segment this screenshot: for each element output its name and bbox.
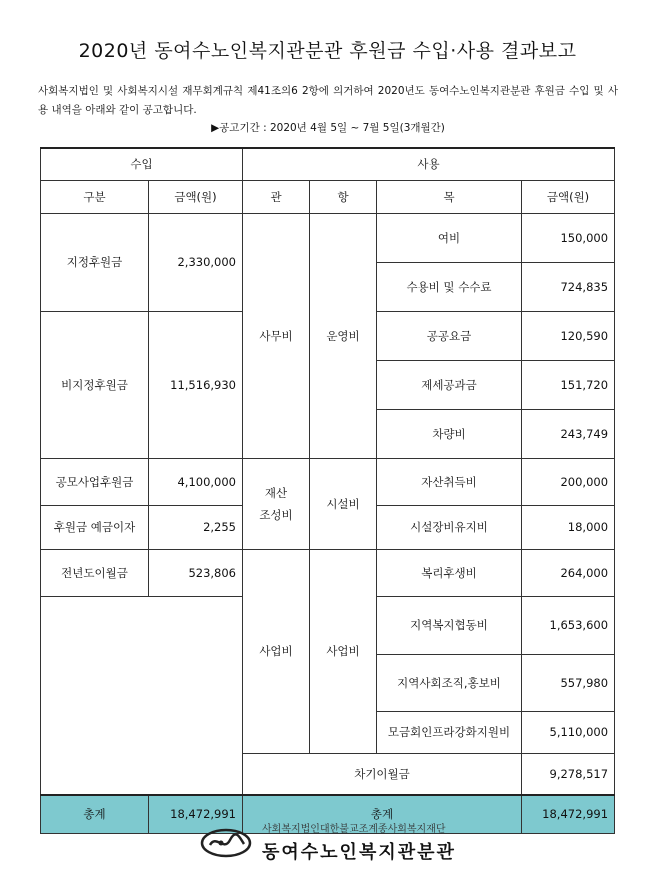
income-label: 지정후원금 xyxy=(41,213,149,311)
report-table xyxy=(40,147,615,834)
gwan-project: 사업비 xyxy=(243,549,310,753)
mok-item: 수용비 및 수수료 xyxy=(377,262,522,311)
mok-item: 복리후생비 xyxy=(377,549,522,596)
col-mok: 목 xyxy=(377,180,522,213)
col-hang: 항 xyxy=(310,180,377,213)
income-label: 공모사업후원금 xyxy=(41,458,149,505)
income-amount: 4,100,000 xyxy=(149,458,243,505)
mok-item: 공공요금 xyxy=(377,311,522,360)
income-amount: 2,330,000 xyxy=(149,213,243,311)
hang-asset: 시설비 xyxy=(310,458,377,549)
income-header: 수입 xyxy=(41,148,243,180)
col-amount-expense: 금액(원) xyxy=(522,180,615,213)
org-parent-name: 사회복지법인대한불교조계종사회복지재단 xyxy=(262,824,446,835)
mok-amount: 5,110,000 xyxy=(522,711,615,753)
mok-item: 여비 xyxy=(377,213,522,262)
income-amount: 523,806 xyxy=(149,549,243,596)
organization-logo-icon xyxy=(200,826,252,860)
mok-amount: 724,835 xyxy=(522,262,615,311)
hang-admin: 운영비 xyxy=(310,213,377,458)
mok-amount: 18,000 xyxy=(522,505,615,549)
income-empty xyxy=(41,596,243,795)
expense-total-amount: 18,472,991 xyxy=(522,795,615,833)
mok-amount: 264,000 xyxy=(522,549,615,596)
income-amount: 2,255 xyxy=(149,505,243,549)
income-total-amount: 18,472,991 xyxy=(149,795,243,833)
income-label: 후원금 예금이자 xyxy=(41,505,149,549)
mok-amount: 120,590 xyxy=(522,311,615,360)
income-label: 비지정후원금 xyxy=(41,311,149,458)
col-gwan: 관 xyxy=(243,180,310,213)
col-amount: 금액(원) xyxy=(149,180,243,213)
mok-item: 모금회인프라강화지원비 xyxy=(377,711,522,753)
carryover-label: 차기이월금 xyxy=(243,753,522,795)
mok-item: 자산취득비 xyxy=(377,458,522,505)
page-title: 2020년 동여수노인복지관분관 후원금 수입·사용 결과보고 xyxy=(78,40,577,62)
col-category: 구분 xyxy=(41,180,149,213)
hang-project: 사업비 xyxy=(310,549,377,753)
income-label: 전년도이월금 xyxy=(41,549,149,596)
mok-item: 차량비 xyxy=(377,409,522,458)
carryover-amount: 9,278,517 xyxy=(522,753,615,795)
mok-amount: 151,720 xyxy=(522,360,615,409)
footer xyxy=(200,818,500,866)
expense-total-label: 총계 xyxy=(243,795,522,833)
mok-item: 지역복지협동비 xyxy=(377,596,522,654)
org-name: 동여수노인복지관분관 xyxy=(262,842,456,863)
mok-item: 시설장비유지비 xyxy=(377,505,522,549)
mok-amount: 243,749 xyxy=(522,409,615,458)
gwan-admin: 사무비 xyxy=(243,213,310,458)
mok-amount: 200,000 xyxy=(522,458,615,505)
mok-amount: 557,980 xyxy=(522,654,615,711)
intro-text: 사회복지법인 및 사회복지시설 재무회계규칙 제41조의6 2항에 의거하여 2020년도 동여수노인복지관분관 후원금 수입 및 사용 내역을 아래와 같이 공고합니다. xyxy=(38,85,618,116)
income-total-label: 총계 xyxy=(41,795,149,833)
mok-item: 제세공과금 xyxy=(377,360,522,409)
income-amount: 11,516,930 xyxy=(149,311,243,458)
mok-amount: 1,653,600 xyxy=(522,596,615,654)
mok-amount: 150,000 xyxy=(522,213,615,262)
expense-header: 사용 xyxy=(243,148,615,180)
mok-item: 지역사회조직,홍보비 xyxy=(377,654,522,711)
notice-period: ▶공고기간 : 2020년 4월 5일 ~ 7월 5일(3개월간) xyxy=(211,122,445,134)
gwan-asset: 재산 조성비 xyxy=(243,458,310,549)
